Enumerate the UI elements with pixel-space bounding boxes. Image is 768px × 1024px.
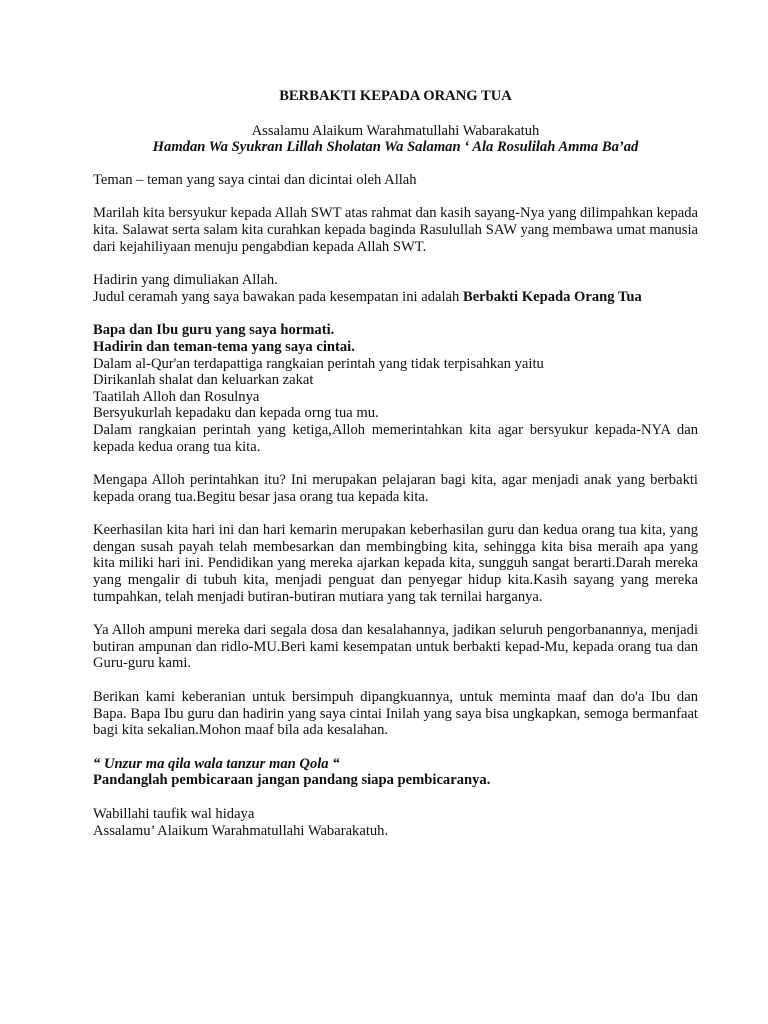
paragraph-judul bbox=[93, 272, 698, 305]
quran-line: Dalam al-Qur'an terdapattiga rangkaian perintah yang tidak terpisahkan yaitu bbox=[93, 355, 544, 372]
paragraph-berikan: Berikan kami keberanian untuk bersimpuh dipangkuannya, untuk meminta maaf dan do'a Ibu dan Bapa. Bapa Ibu guru dan hadirin yang saya cintai Inilah yang saya bisa ungkapkan, semoga bermanfaat bagi kita sekalian.Mohon maaf bila ada kesalahan. bbox=[93, 689, 698, 739]
paragraph-ketiga: Dalam rangkaian perintah yang ketiga,Alloh memerintahkan kita agar bersyukur kepada-NYA dan kepada kedua orang tua kita. bbox=[93, 421, 698, 455]
hamdalah-line: Hamdan Wa Syukran Lillah Sholatan Wa Salaman ‘ Ala Rosulilah Amma Ba’ad bbox=[152, 139, 639, 156]
paragraph-doa: Ya Alloh ampuni mereka dari segala dosa dan kesalahannya, jadikan seluruh pengorbanannya, menjadi butiran ampunan dan ridlo-MU.Beri kami kesempatan untuk berbakti kepad-Mu, kepada orang tua dan Guru-guru kami. bbox=[93, 622, 698, 672]
judul-title: Berbakti Kepada Orang Tua bbox=[462, 288, 642, 305]
hadirin-line: Hadirin yang dimuliakan Allah. bbox=[93, 272, 278, 289]
judul-intro: Judul ceramah yang saya bawakan pada kesempatan ini adalah bbox=[93, 288, 463, 305]
opening-salutation bbox=[93, 123, 698, 156]
quran-line: Dirikanlah shalat dan keluarkan zakat bbox=[93, 372, 314, 389]
document-title: BERBAKTI KEPADA ORANG TUA bbox=[279, 88, 512, 104]
quran-line: Bersyukurlah kepadaku dan kepada orng tua mu. bbox=[93, 405, 379, 422]
greeting-line: Teman – teman yang saya cintai dan dicintai oleh Allah bbox=[93, 171, 417, 188]
address-teacher: Bapa dan Ibu guru yang saya hormati. bbox=[93, 322, 335, 339]
paragraph-quran bbox=[93, 322, 698, 455]
quote-meaning: Pandanglah pembicaraan jangan pandang siapa pembicaranya. bbox=[93, 772, 491, 789]
closing-block bbox=[93, 806, 698, 839]
quote-arabic: “ Unzur ma qila wala tanzur man Qola “ bbox=[93, 755, 340, 772]
address-friends: Hadirin dan teman-tema yang saya cintai. bbox=[93, 338, 355, 355]
paragraph-keberhasilan: Keerhasilan kita hari ini dan hari kemarin merupakan keberhasilan guru dan kedua orang tua kita, yang dengan susah payah telah membesarkan dan membingbing kita, sehingga kita bisa meraih apa yang kita miliki hari ini. Pendidikan yang mereka ajarkan kepada kita, sungguh sangat berarti.Darah mereka yang mengalir di tubuh kita, menjadi penguat dan penyegar hidup kita.Kasih sayang yang mereka tumpahkan, telah menjadi butiran-butiran mutiara yang tak ternilai harganya. bbox=[93, 522, 698, 605]
paragraph-mengapa: Mengapa Alloh perintahkan itu? Ini merupakan pelajaran bagi kita, agar menjadi anak yang berbakti kepada orang tua.Begitu besar jasa orang tua kepada kita. bbox=[93, 472, 698, 505]
closing-line-2: Assalamu’ Alaikum Warahmatullahi Wabarakatuh. bbox=[93, 822, 389, 839]
closing-line-1: Wabillahi taufik wal hidaya bbox=[93, 806, 255, 822]
salam-line: Assalamu Alaikum Warahmatullahi Wabarakatuh bbox=[251, 122, 540, 139]
quote-block bbox=[93, 756, 698, 789]
paragraph-syukur: Marilah kita bersyukur kepada Allah SWT atas rahmat dan kasih sayang-Nya yang dilimpahkan kepada kita. Salawat serta salam kita curahkan kepada baginda Rasulullah SAW yang membawa umat manusia dari kejahiliyaan menuju pengabdian kepada Allah SWT. bbox=[93, 205, 698, 255]
quran-line: Taatilah Alloh dan Rosulnya bbox=[93, 388, 260, 405]
